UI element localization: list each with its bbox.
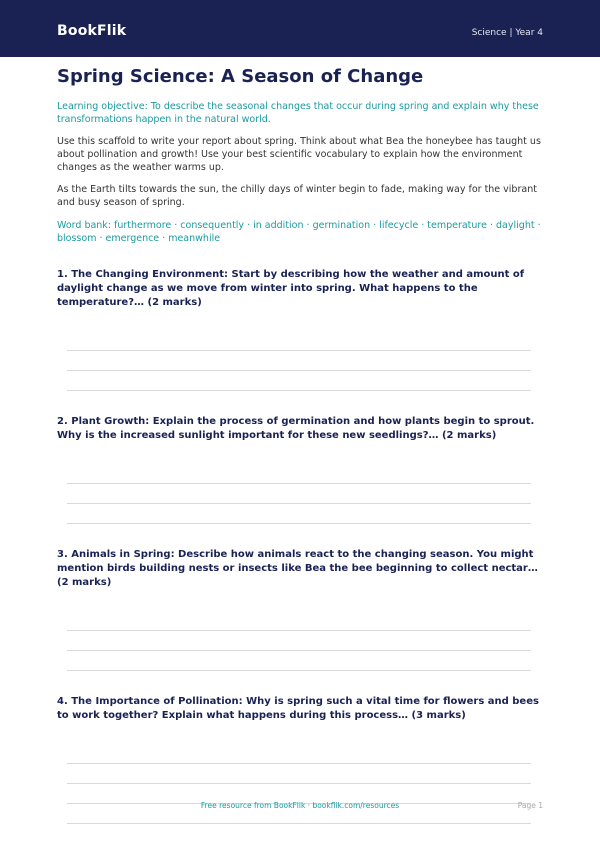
answer-line[interactable]	[67, 503, 531, 504]
answer-line[interactable]	[67, 630, 531, 631]
context-paragraph: As the Earth tilts towards the sun, the chilly days of winter begin to fade, making way for the vibrant and busy season of spring.	[57, 184, 537, 208]
answer-area[interactable]	[67, 350, 531, 391]
question-2	[57, 415, 543, 524]
answer-line[interactable]	[67, 650, 531, 651]
answer-area[interactable]	[67, 630, 531, 671]
answer-line[interactable]	[67, 783, 531, 784]
question-prompt: 2. Plant Growth: Explain the process of germination and how plants begin to sprout. Why is the increased sunlight important for these new seedlings?… (2 marks)	[57, 416, 535, 441]
answer-line[interactable]	[67, 763, 531, 764]
question-prompt: 1. The Changing Environment: Start by describing how the weather and amount of daylight change as we move from winter into spring. What happens to the temperature?… (2 marks)	[57, 269, 525, 308]
subject-year-label: Science | Year 4	[471, 28, 543, 38]
answer-line[interactable]	[67, 350, 531, 351]
question-prompt: 4. The Importance of Pollination: Why is spring such a vital time for flowers and bees to work together? Explain what happens during this process… (3 marks)	[57, 696, 539, 721]
worksheet-content	[57, 66, 543, 824]
intro-paragraph: Use this scaffold to write your report about spring. Think about what Bea the honeybee has taught us about pollination and growth! Use your best scientific vocabulary to explain how the environment changes as the weather warms up.	[57, 136, 541, 173]
answer-area[interactable]	[67, 483, 531, 524]
word-bank: Word bank: furthermore · consequently · in addition · germination · lifecycle · temperature · daylight · blossom · emergence · meanwhile	[57, 220, 541, 244]
answer-line[interactable]	[67, 523, 531, 524]
answer-line[interactable]	[67, 670, 531, 671]
answer-line[interactable]	[67, 823, 531, 824]
question-prompt: 3. Animals in Spring: Describe how animals react to the changing season. You might mention birds building nests or insects like Bea the bee beginning to collect nectar… (2 marks)	[57, 549, 538, 588]
answer-line[interactable]	[67, 483, 531, 484]
answer-line[interactable]	[67, 390, 531, 391]
footer-credit-link[interactable]: Free resource from BookFlik · bookflik.com/resources	[200, 801, 400, 810]
question-1	[57, 268, 543, 391]
page-footer	[0, 801, 600, 813]
answer-area[interactable]	[67, 763, 531, 824]
page-title: Spring Science: A Season of Change	[57, 66, 424, 87]
question-3	[57, 548, 543, 671]
learning-objective: Learning objective: To describe the seasonal changes that occur during spring and explain why these transformations happen in the natural world.	[57, 101, 539, 125]
page-number: Page 1	[517, 801, 543, 810]
page-header	[0, 0, 600, 57]
answer-line[interactable]	[67, 370, 531, 371]
brand-logo[interactable]: BookFlik	[57, 23, 127, 39]
